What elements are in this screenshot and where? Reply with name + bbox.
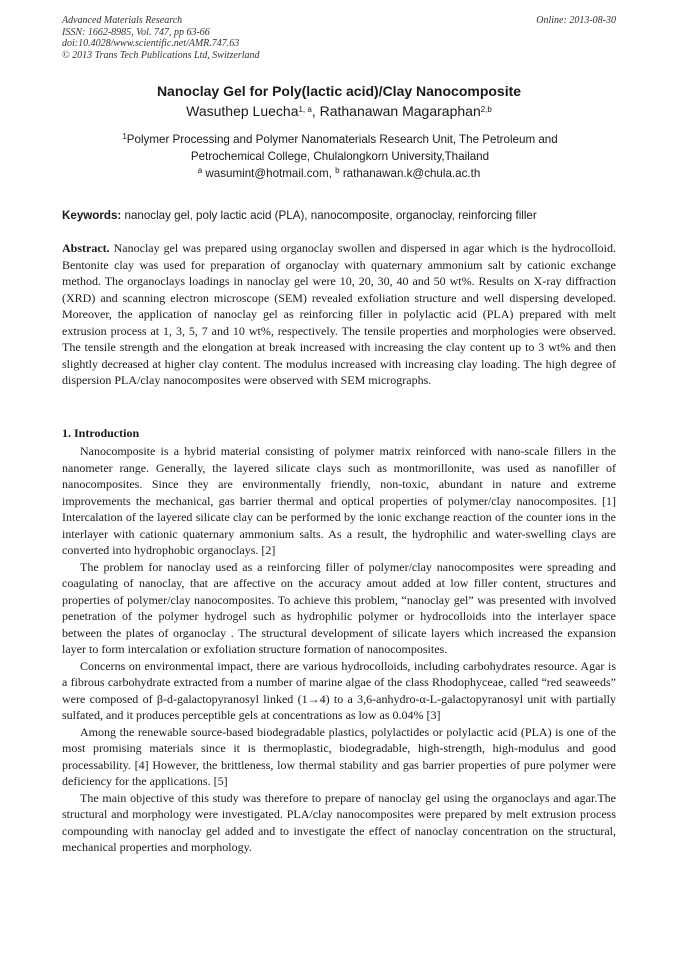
keywords bbox=[62, 209, 616, 222]
author-1: Wasuthep Luecha bbox=[186, 103, 299, 119]
copyright: © 2013 Trans Tech Publications Ltd, Switzerland bbox=[62, 49, 260, 61]
email-a: wasumint@hotmail.com, bbox=[205, 167, 332, 180]
affiliation-text: Polymer Processing and Polymer Nanomaterials Research Unit, The Petroleum and Petrochemical College, Chulalongkorn University,Thailand bbox=[126, 133, 558, 163]
online-date: Online: 2013-08-30 bbox=[536, 15, 616, 26]
author-2-affil: 2,b bbox=[480, 105, 492, 114]
section-heading: 1. Introduction bbox=[62, 426, 140, 440]
paragraph: Among the renewable source-based biodegradable plastics, polylactides or polylactic acid (PLA) is one of the most promising materials since it is thermoplastic, biodegradable, high-strength, high-modulus and good processability. [4] However, the brittleness, low thermal stability and gas barrier properties of pure polymer were deficiency for the applications. [5] bbox=[62, 724, 616, 788]
doi: doi:10.4028/www.scientific.net/AMR.747.63 bbox=[62, 38, 240, 49]
paper-title: Nanoclay Gel for Poly(lactic acid)/Clay Nanocomposite bbox=[156, 83, 522, 99]
paragraph: Nanocomposite is a hybrid material consisting of polymer matrix reinforced with nano-scale fillers in the nanometer range. Generally, the layered silicate clays such as montmorillonite, was used as nanofiller of nanocomposites. Since they are environmentally friendly, non-toxic, abundant in nature and extreme improvements the mechanical, gas barrier thermal and optical properties of polymer/clay nanocomposites. [1] Intercalation of the layered silicate clay can be performed by the ionic exchange reaction of the counter ions in the interlayer with cationic quaternary ammonium salts. As a result, the hydrophilic and water-swelling clays are converted into hydrophobic organoclays. [2] bbox=[62, 444, 616, 557]
paragraph: Concerns on environmental impact, there are various hydrocolloids, including carbohydrates resource. Agar is a fibrous carbohydrate extracted from a number of marine algae of the class Rhodophyceae, called “red seaweeds” were composed of β-d-galactopyranosyl linked (1→4) to a 3,6-anhydro-α-L-galactopyranosyl unit with partially sulfated, and it produces perceptible gels at concentrations as low as 0.04% [3] bbox=[62, 658, 616, 722]
introduction-body bbox=[62, 443, 616, 856]
abstract bbox=[62, 240, 616, 389]
email-a-mark: a bbox=[197, 166, 203, 175]
author-2: Rathanawan Magaraphan bbox=[319, 103, 481, 119]
email-line bbox=[0, 167, 678, 180]
abstract-label: Abstract. bbox=[62, 241, 110, 255]
email-b-mark: b bbox=[335, 166, 340, 175]
email-b: rathanawan.k@chula.ac.th bbox=[342, 167, 481, 180]
paragraph: The main objective of this study was therefore to prepare of nanoclay gel using the organoclays and agar.The structural and morphology were investigated. PLA/clay nanocomposites were prepared by melt extrusion process compounding with nanoclay gel added and to investigate the effect of nanoclay concentration on the structural, mechanical properties and morphology. bbox=[62, 790, 616, 854]
journal-header bbox=[62, 15, 616, 61]
author-line bbox=[0, 103, 678, 119]
affiliation bbox=[90, 131, 590, 165]
keywords-label: Keywords: bbox=[62, 209, 122, 222]
author-1-affil: 1, a bbox=[298, 105, 312, 114]
paragraph: The problem for nanoclay used as a reinforcing filler of polymer/clay nanocomposites were spreading and coagulating of nanoclay, that are affective on the accuracy amout added at low filler content, structures and properties of polymer/clay nanocomposites. To achieve this problem, “nanoclay gel” was presented with involved penetration of the polymer hydrogel such as hydrophilic polymer or hydrocolloids into the interlayer space between the plates of organoclay . The structural development of silicate layers which increased the expansion layer to form intercalation or exfoliation structure formation of nanocomposites. bbox=[62, 559, 616, 656]
affiliation-mark: 1 bbox=[122, 132, 127, 141]
abstract-text: Nanoclay gel was prepared using organoclay swollen and dispersed in agar which is the hydrocolloid. Bentonite clay was used for preparation of organoclay with quaternary ammonium salt by cationic exchange method. The organoclays loadings in nanoclay gel were 10, 20, 30, 40 and 50 wt%. Results on X-ray diffraction (XRD) and scanning electron microscope (SEM) revealed exfoliation structure and well dispersing developed. Moreover, the application of nanoclay gel as reinforcing filler in polylactic acid (PLA) prepared with melt extrusion process at 1, 3, 5, 7 and 10 wt%, respectively. The tensile properties and morphologies were observed. The tensile strength and the elongation at break increased with increasing the clay content up to 3 wt% and then slightly decreased at higher clay content. The modulus increased with increasing clay loading. The high degree of dispersion PLA/clay nanocomposites were observed with SEM micrographs. bbox=[62, 241, 616, 387]
author-separator: , bbox=[311, 103, 320, 119]
keywords-text: nanoclay gel, poly lactic acid (PLA), nanocomposite, organoclay, reinforcing filler bbox=[124, 209, 537, 222]
journal-name: Advanced Materials Research bbox=[62, 15, 183, 26]
issn: ISSN: 1662-8985, Vol. 747, pp 63-66 bbox=[62, 26, 210, 38]
